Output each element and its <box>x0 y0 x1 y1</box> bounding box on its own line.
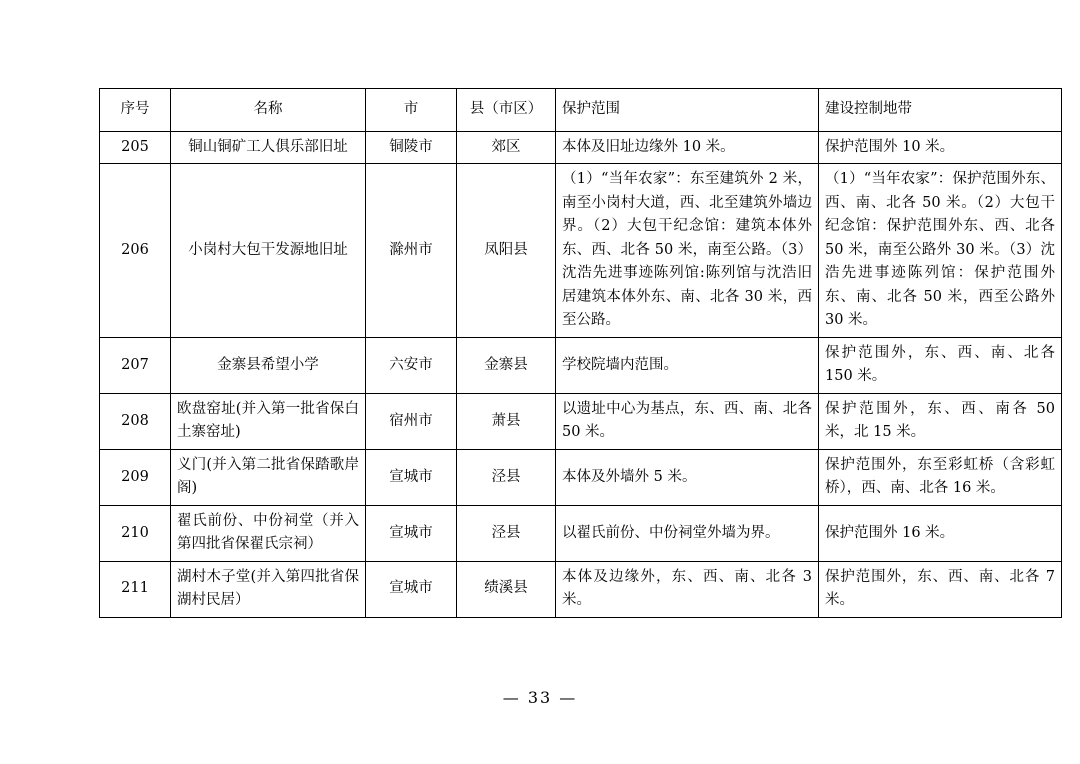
cell-seq: 206 <box>100 164 171 337</box>
cell-name: 欧盘窑址(并入第一批省保白土寨窑址) <box>171 393 366 449</box>
page-number: — 33 — <box>502 688 578 707</box>
heritage-table-container <box>99 88 1055 618</box>
cell-city: 宣城市 <box>366 505 457 561</box>
table-row <box>100 164 1062 337</box>
cell-scope: 本体及边缘外，东、西、南、北各 3 米。 <box>556 561 819 617</box>
cell-city: 宿州市 <box>366 393 457 449</box>
column-header-control: 建设控制地带 <box>819 89 1062 132</box>
cell-scope: 本体及外墙外 5 米。 <box>556 449 819 505</box>
table-row <box>100 505 1062 561</box>
cell-name: 翟氏前份、中份祠堂（并入第四批省保翟氏宗祠） <box>171 505 366 561</box>
cell-scope: 本体及旧址边缘外 10 米。 <box>556 132 819 164</box>
cell-control: 保护范围外，东至彩虹桥（含彩虹桥），西、南、北各 16 米。 <box>819 449 1062 505</box>
table-row <box>100 132 1062 164</box>
cell-county: 泾县 <box>457 449 556 505</box>
cell-county: 绩溪县 <box>457 561 556 617</box>
column-header-scope: 保护范围 <box>556 89 819 132</box>
cell-scope: （1）“当年农家”：东至建筑外 2 米，南至小岗村大道，西、北至建筑外墙边界。（2）大包干纪念馆：建筑本体外东、西、北各 50 米，南至公路。（3）沈浩先进事迹陈列馆:陈列馆与沈浩旧居建筑本体外东、南、北各 30 米，西至公路。 <box>556 164 819 337</box>
cell-seq: 205 <box>100 132 171 164</box>
cell-county: 金寨县 <box>457 337 556 393</box>
column-header-name: 名称 <box>171 89 366 132</box>
cell-control: 保护范围外，东、西、南、北各 150 米。 <box>819 337 1062 393</box>
cell-city: 铜陵市 <box>366 132 457 164</box>
cell-county: 萧县 <box>457 393 556 449</box>
column-header-seq: 序号 <box>100 89 171 132</box>
cell-county: 凤阳县 <box>457 164 556 337</box>
cell-name: 小岗村大包干发源地旧址 <box>171 164 366 337</box>
cell-name: 铜山铜矿工人俱乐部旧址 <box>171 132 366 164</box>
cell-control: 保护范围外 16 米。 <box>819 505 1062 561</box>
cell-county: 泾县 <box>457 505 556 561</box>
cell-seq: 210 <box>100 505 171 561</box>
cell-city: 宣城市 <box>366 561 457 617</box>
cell-scope: 学校院墙内范围。 <box>556 337 819 393</box>
table-header <box>100 89 1062 132</box>
cell-control: 保护范围外，东、西、南、北各 7 米。 <box>819 561 1062 617</box>
cell-name: 湖村木子堂(并入第四批省保湖村民居） <box>171 561 366 617</box>
table-row <box>100 449 1062 505</box>
cell-scope: 以遗址中心为基点，东、西、南、北各 50 米。 <box>556 393 819 449</box>
table-row <box>100 337 1062 393</box>
cell-city: 滁州市 <box>366 164 457 337</box>
cell-city: 六安市 <box>366 337 457 393</box>
cell-city: 宣城市 <box>366 449 457 505</box>
column-header-city: 市 <box>366 89 457 132</box>
table-header-row <box>100 89 1062 132</box>
cell-control: （1）“当年农家”：保护范围外东、西、南、北各 50 米。（2）大包干纪念馆：保护范围外东、西、北各 50 米，南至公路外 30 米。（3）沈浩先进事迹陈列馆：保护范围外东、南、北各 50 米，西至公路外 30 米。 <box>819 164 1062 337</box>
cell-seq: 209 <box>100 449 171 505</box>
cell-name: 金寨县希望小学 <box>171 337 366 393</box>
heritage-protection-table <box>99 88 1062 618</box>
table-body <box>100 132 1062 618</box>
cell-county: 郊区 <box>457 132 556 164</box>
cell-seq: 208 <box>100 393 171 449</box>
cell-name: 义门(并入第二批省保踏歌岸阁) <box>171 449 366 505</box>
table-row <box>100 561 1062 617</box>
table-row <box>100 393 1062 449</box>
cell-seq: 207 <box>100 337 171 393</box>
cell-control: 保护范围外，东、西、南各 50 米，北 15 米。 <box>819 393 1062 449</box>
cell-control: 保护范围外 10 米。 <box>819 132 1062 164</box>
column-header-county: 县（市区） <box>457 89 556 132</box>
cell-scope: 以翟氏前份、中份祠堂外墙为界。 <box>556 505 819 561</box>
cell-seq: 211 <box>100 561 171 617</box>
